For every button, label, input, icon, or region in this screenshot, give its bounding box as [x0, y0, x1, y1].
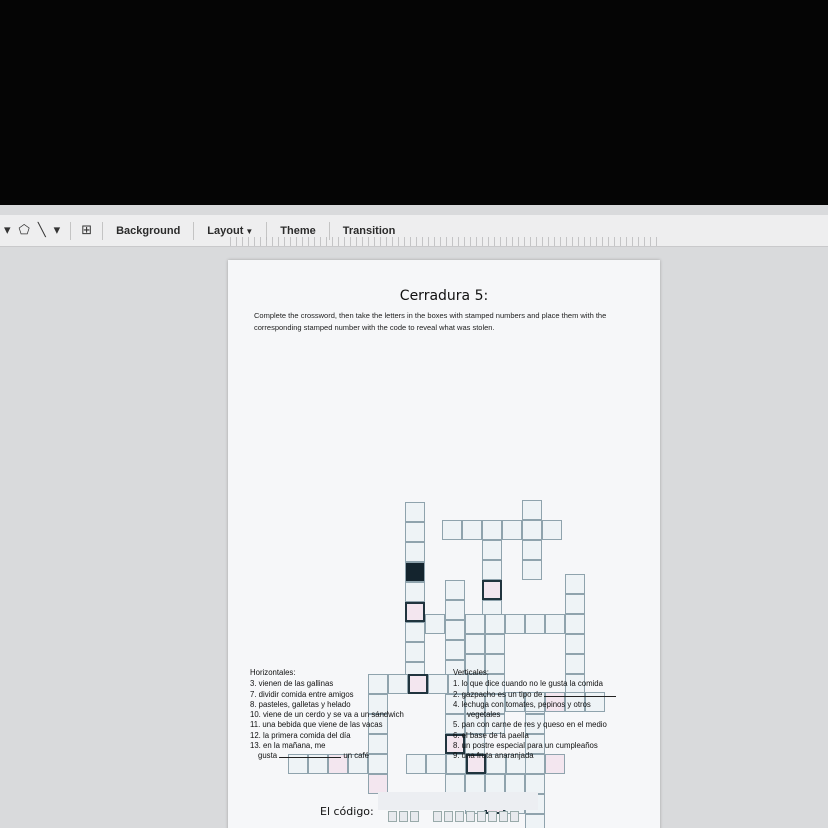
code-box [399, 811, 408, 822]
toolbar-divider [193, 222, 194, 240]
toolbar-divider [102, 222, 103, 240]
code-box [488, 811, 497, 822]
crossword-cell [482, 560, 502, 580]
crossword-cell [445, 620, 465, 640]
line-icon[interactable]: ╲ [37, 223, 46, 238]
clue-item: 6. el base de la paella [453, 730, 529, 740]
code-box [444, 811, 453, 822]
layout-label: Layout [207, 224, 244, 237]
slide-canvas[interactable] [228, 260, 660, 828]
crossword-stamp-cell [405, 602, 425, 622]
clue-item: 7. dividir comida entre amigos [250, 689, 354, 699]
code-box [455, 811, 464, 822]
clue-item: 1. lo que dice cuando no le gusta la comida [453, 679, 603, 689]
clue-item: 9. una fruta anaranjada [453, 751, 534, 761]
answer-blank [279, 751, 341, 758]
crossword-cell [565, 574, 585, 594]
horizontal-ruler[interactable] [230, 237, 660, 246]
crossword-stamp-cell [368, 774, 388, 794]
code-box [388, 811, 397, 822]
code-boxes [388, 811, 519, 822]
crossword-cell [545, 614, 565, 634]
code-box [510, 811, 519, 822]
crossword-cell [485, 614, 505, 634]
monitor-bezel [0, 0, 828, 205]
clue-item: 13. en la mañana, me [250, 741, 326, 751]
clue-item: 4. lechuga con tomates, pepinos y otros [453, 699, 591, 709]
clue-item: 10. viene de un cerdo y se va a un sándwich [250, 710, 404, 720]
clue-item: 3. vienen de las gallinas [250, 679, 334, 689]
crossword-cell [405, 622, 425, 642]
crossword-cell [405, 582, 425, 602]
code-box [499, 811, 508, 822]
dropdown-caret-icon[interactable]: ▾ [4, 223, 11, 238]
vertical-clues-heading: Verticales: [453, 668, 489, 677]
crossword-cell [405, 542, 425, 562]
background-button[interactable]: Background [116, 224, 181, 237]
crossword-cell [502, 520, 522, 540]
clue-item: 11. una bebida que viene de las vacas [250, 720, 383, 730]
toolbar-divider [70, 222, 71, 240]
theme-button[interactable]: Theme [280, 224, 316, 237]
crossword-black-cell [405, 562, 425, 582]
clue-item: 12. la primera comida del día [250, 730, 351, 740]
crossword-cell [405, 502, 425, 522]
crossword-cell [505, 614, 525, 634]
crossword-cell [525, 774, 545, 794]
code-strip [378, 792, 538, 810]
app-screen [0, 205, 828, 828]
code-box [477, 811, 486, 822]
horizontal-clues [250, 668, 430, 762]
instructions-text: Complete the crossword, then take the letters in the boxes with stamped numbers and place them with the corresponding stamped number with the code to reveal what was stolen. [254, 311, 607, 332]
crossword-cell [482, 520, 502, 540]
clue-part: 2. gazpacho es un tipo de [453, 689, 543, 699]
chevron-down-icon: ▼ [245, 226, 254, 236]
crossword-cell [465, 774, 485, 794]
crossword-cell [542, 520, 562, 540]
crossword-cell [445, 774, 465, 794]
crossword-cell [485, 774, 505, 794]
crossword-cell [565, 594, 585, 614]
crossword-cell [445, 640, 465, 660]
add-comment-icon[interactable]: ⊞ [81, 223, 93, 238]
crossword-cell [425, 614, 445, 634]
crossword-cell [485, 634, 505, 654]
crossword-cell [522, 520, 542, 540]
answer-blank [544, 690, 616, 697]
crossword-cell [525, 614, 545, 634]
clue-item: 8. un postre especial para un cumpleaños [453, 741, 598, 751]
code-box [433, 811, 442, 822]
crossword-cell [565, 634, 585, 654]
crossword-cell [428, 674, 448, 694]
crossword-stamp-cell [482, 580, 502, 600]
clue-part: gusta [258, 751, 278, 761]
crossword-cell [442, 520, 462, 540]
crossword-cell [405, 522, 425, 542]
clue-item: vegetales [467, 710, 501, 720]
code-label: El código: [320, 805, 374, 818]
crossword-cell [445, 600, 465, 620]
crossword-cell [465, 614, 485, 634]
clue-item: 5. pan con carne de res y queso en el medio [453, 720, 607, 730]
crossword-cell [525, 814, 545, 828]
transition-button[interactable]: Transition [342, 224, 396, 237]
crossword-cell [445, 580, 465, 600]
crossword-cell [505, 774, 525, 794]
code-gap [421, 811, 431, 822]
crossword-cell [462, 520, 482, 540]
crossword-cell [522, 540, 542, 560]
crossword-cell [565, 614, 585, 634]
slide-title: Cerradura 5: [399, 288, 489, 304]
clue-part: un café [343, 751, 369, 761]
clue-item [453, 690, 653, 700]
code-box [410, 811, 419, 822]
clue-item [250, 751, 430, 761]
crossword-cell [482, 540, 502, 560]
horizontal-clues-heading: Horizontales: [250, 668, 296, 677]
crossword-cell [522, 500, 542, 520]
line-dropdown-icon[interactable]: ▾ [53, 223, 61, 238]
code-box [466, 811, 475, 822]
crossword-cell [405, 642, 425, 662]
crossword-cell [522, 560, 542, 580]
shape-icon[interactable]: ⬠ [18, 223, 30, 238]
crossword-cell [465, 634, 485, 654]
vertical-clues [453, 668, 653, 762]
clue-item: 8. pasteles, galletas y helado [250, 699, 351, 709]
